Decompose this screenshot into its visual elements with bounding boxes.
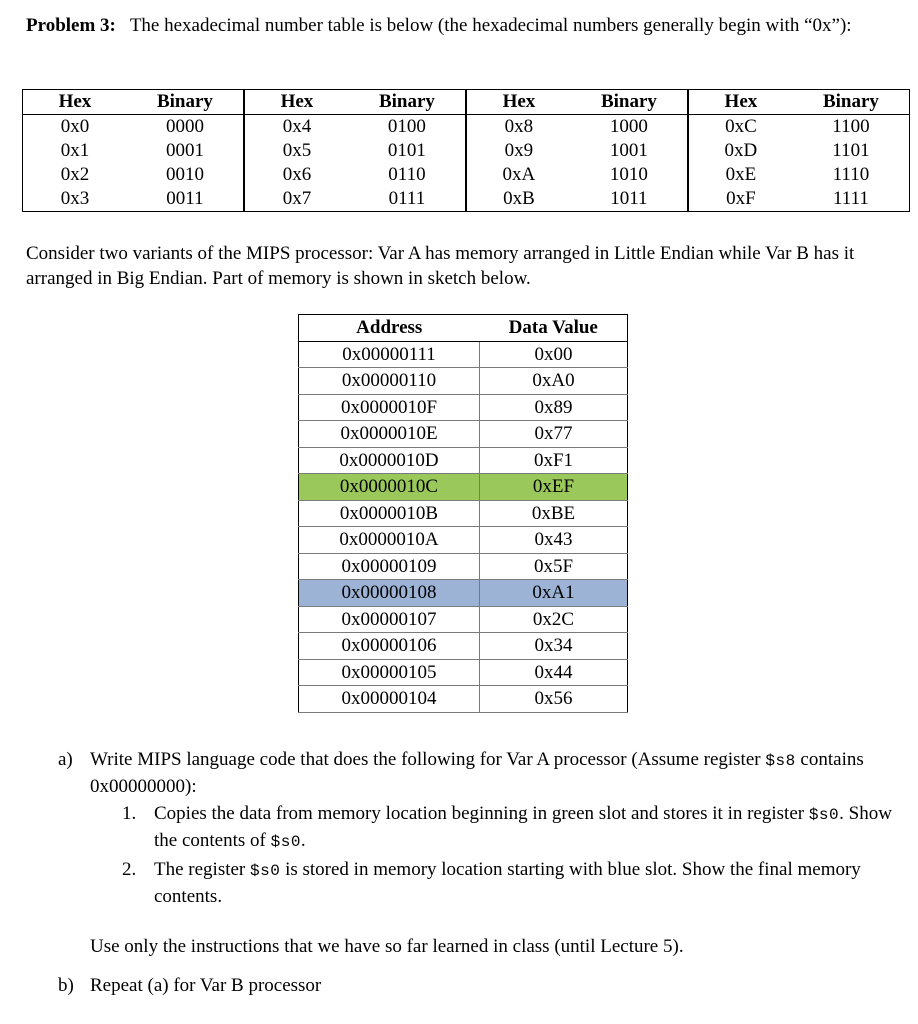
memory-value: 0x2C [480, 606, 628, 633]
memory-row [299, 527, 628, 554]
binary-cell: 0111 [349, 187, 466, 212]
memory-value: 0xA1 [480, 580, 628, 607]
hex-table-header-row [23, 90, 910, 115]
memory-row [299, 368, 628, 395]
binary-cell: 0101 [349, 139, 466, 163]
hex-cell: 0x3 [23, 187, 127, 212]
memory-row [299, 421, 628, 448]
binary-cell: 0100 [349, 115, 466, 140]
memory-value: 0xA0 [480, 368, 628, 395]
memory-address: 0x0000010D [299, 447, 480, 474]
hex-table-row [23, 163, 910, 187]
list-item: 2. The register $s0 is stored in memory location starting with blue slot. Show the final memory contents. [122, 859, 861, 907]
question-b-text: Repeat (a) for Var B processor [90, 975, 322, 996]
memory-address: 0x0000010B [299, 500, 480, 527]
hex-cell: 0xE [725, 164, 757, 185]
memory-value: 0x43 [480, 527, 628, 554]
hex-table-row [23, 139, 910, 163]
hex-cell: 0xB [466, 187, 571, 212]
memory-row-blue [299, 580, 628, 607]
instructions-note: Use only the instructions that we have so far learned in class (until Lecture 5). [90, 936, 684, 957]
register-s8: $s8 [765, 752, 796, 770]
hex-table-row [23, 187, 910, 212]
memory-value: 0xBE [480, 500, 628, 527]
question-b-label: b) [58, 975, 74, 996]
register-s0: $s0 [250, 862, 281, 880]
memory-row [299, 553, 628, 580]
problem-label: Problem 3: [26, 15, 116, 36]
binary-cell: 1010 [571, 163, 688, 187]
hex-binary-table [22, 89, 910, 212]
hex-table-header: Binary [571, 90, 688, 115]
binary-cell: 1100 [793, 115, 910, 140]
problem-header [26, 14, 906, 38]
register-s0: $s0 [270, 833, 301, 851]
memory-row-green [299, 474, 628, 501]
hex-table-header: Binary [127, 90, 244, 115]
binary-cell: 1101 [793, 139, 910, 163]
hex-cell: 0xA [502, 164, 536, 185]
memory-value: 0xF1 [480, 447, 628, 474]
memory-row [299, 394, 628, 421]
hex-cell: 0x9 [504, 140, 534, 161]
hex-table-header: Hex [688, 90, 793, 115]
memory-address: 0x00000105 [299, 659, 480, 686]
memory-address: 0x00000110 [299, 368, 480, 395]
variants-description: Consider two variants of the MIPS processor: Var A has memory arranged in Little Endian while Var B has it arranged in Big Endian. Part of memory is shown in sketch below. [26, 243, 855, 289]
question-b [58, 973, 898, 998]
memory-header-row [299, 315, 628, 342]
binary-cell: 0001 [127, 139, 244, 163]
binary-cell: 1000 [571, 115, 688, 140]
memory-address: 0x0000010A [299, 527, 480, 554]
question-a-sublist [122, 801, 898, 909]
question-a [58, 747, 898, 959]
memory-address: 0x0000010E [299, 421, 480, 448]
binary-cell: 1001 [571, 139, 688, 163]
hex-cell: 0x5 [282, 140, 312, 161]
memory-value: 0x00 [480, 341, 628, 368]
binary-cell: 1110 [793, 163, 910, 187]
memory-address: 0x00000106 [299, 633, 480, 660]
memory-address: 0x00000109 [299, 553, 480, 580]
hex-cell: 0x2 [23, 163, 127, 187]
memory-row [299, 606, 628, 633]
memory-row [299, 500, 628, 527]
binary-cell: 0000 [127, 115, 244, 140]
binary-cell: 1011 [571, 187, 688, 212]
memory-address: 0x00000108 [299, 580, 480, 607]
hex-cell: 0x4 [244, 115, 349, 140]
binary-cell: 1111 [793, 187, 910, 212]
memory-value: 0x44 [480, 659, 628, 686]
register-s0: $s0 [808, 806, 840, 824]
memory-row [299, 447, 628, 474]
problem-intro: The hexadecimal number table is below (the hexadecimal numbers generally begin with “0x”): [129, 15, 852, 36]
hex-cell: 0x1 [23, 139, 127, 163]
memory-value: 0x56 [480, 686, 628, 713]
question-a-label: a) [58, 749, 73, 770]
memory-address: 0x0000010C [299, 474, 480, 501]
hex-cell: 0x0 [23, 115, 127, 140]
memory-value: 0x5F [480, 553, 628, 580]
hex-table-header: Hex [23, 90, 127, 115]
memory-row [299, 341, 628, 368]
hex-table-header: Hex [466, 90, 571, 115]
memory-address: 0x0000010F [299, 394, 480, 421]
memory-address: 0x00000104 [299, 686, 480, 713]
memory-row [299, 633, 628, 660]
question-a-text: Write MIPS language code that does the following for Var A processor (Assume register $s8 contains 0x00000000): [90, 749, 864, 797]
hex-table-header: Binary [349, 90, 466, 115]
binary-cell: 0110 [349, 163, 466, 187]
memory-value: 0xEF [480, 474, 628, 501]
memory-value: 0x77 [480, 421, 628, 448]
hex-cell: 0xF [688, 187, 793, 212]
hex-cell: 0x6 [282, 164, 312, 185]
address-header: Address [299, 315, 480, 342]
memory-address: 0x00000107 [299, 606, 480, 633]
data-value-header: Data Value [480, 315, 628, 342]
binary-cell: 0011 [127, 187, 244, 212]
hex-cell: 0x7 [244, 187, 349, 212]
hex-table-row [23, 115, 910, 140]
hex-cell: 0xC [688, 115, 793, 140]
list-item: 1. Copies the data from memory location beginning in green slot and stores it in register $s0. Show the contents of $s0. [122, 803, 892, 851]
binary-cell: 0010 [127, 163, 244, 187]
hex-cell: 0x8 [466, 115, 571, 140]
memory-row [299, 659, 628, 686]
hex-table-header: Binary [793, 90, 910, 115]
hex-cell: 0xD [724, 140, 758, 161]
memory-row [299, 686, 628, 713]
memory-address: 0x00000111 [299, 341, 480, 368]
hex-table-header: Hex [244, 90, 349, 115]
memory-value: 0x34 [480, 633, 628, 660]
memory-table [298, 314, 628, 713]
memory-value: 0x89 [480, 394, 628, 421]
